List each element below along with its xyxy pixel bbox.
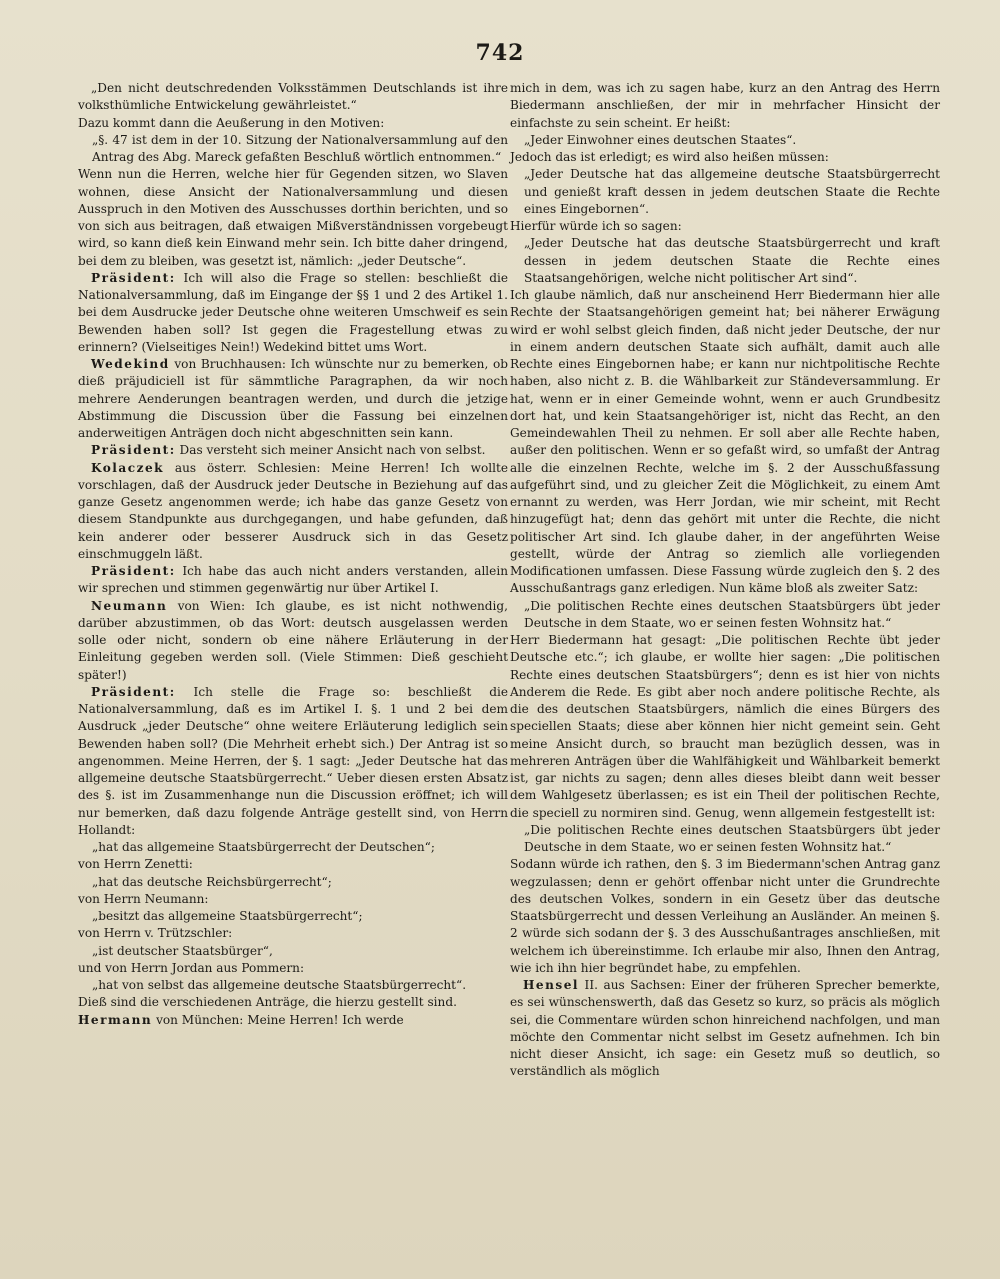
paragraph-text: „Die politischen Rechte eines deutschen Staatsbürgers übt jeder Deutsche in dem Staate, wo er seinen festen Wohnsitz hat.“	[524, 822, 940, 854]
speaker-name: Hensel	[523, 978, 580, 992]
paragraph-text: Ich stelle die Frage so: beschließt die Nationalversammlung, daß es im Artikel I. §. 1 und 2 bei dem Ausdruck „jeder Deutsche“ ohne weitere Erläuterung lediglich sein Bewenden haben soll? (Die Mehrheit erhebt sich.) Der Antrag ist so angenommen. Meine Herren, der §. 1 sagt: „Jeder Deutsche hat das allgemeine deutsche Staatsbürgerrecht.“ Ueber diesen ersten Absatz des §. ist im Zusammenhange nun die Discussion eröffnet; ich will nur bemerken, daß dazu folgende Anträge gestellt sind, von Herrn Hollandt:	[78, 684, 508, 837]
paragraph-text: Herr Biedermann hat gesagt: „Die politischen Rechte übt jeder Deutsche etc.“; ich glaube, er wollte hier sagen: „Die politischen Rechte eines deutschen Staatsbürgers“; denn es ist hier von nichts Anderem die Rede. Es gibt aber noch andere politische Rechte, als die des deutschen Staatsbürgers, nämlich die eines Bürgers des speciellen Staats; diese aber können hier nicht gemeint sein. Geht meine Ansicht durch, so braucht man bezüglich dessen, was in mehreren Anträgen über die Wahlfähigkeit und Wählbarkeit bemerkt ist, gar nichts zu sagen; denn alles dieses bleibt dann weit besser dem Wahlgesetz überlassen; es ist ein Theil der politischen Rechte, die speciell zu normiren sind. Genug, wenn allgemein festgestellt ist:	[510, 633, 940, 820]
paragraph	[78, 1012, 508, 1029]
paragraph-text: „Jeder Einwohner eines deutschen Staates“.	[524, 132, 797, 147]
speaker-name: Präsident:	[91, 684, 176, 699]
paragraph-text: und von Herrn Jordan aus Pommern:	[78, 960, 305, 975]
paragraph	[510, 822, 940, 857]
page-number: 742	[475, 40, 525, 66]
paragraph-text: Ich habe das auch nicht anders verstanden, allein wir sprechen und stimmen gegenwärtig nur über Artikel I.	[78, 564, 508, 596]
paragraph	[78, 166, 508, 270]
paragraph-text: Jedoch das ist erledigt; es wird also heißen müssen:	[510, 150, 829, 164]
speaker-name: Kolaczek	[91, 460, 165, 475]
paragraph	[510, 632, 940, 822]
paragraph	[78, 684, 508, 839]
paragraph	[78, 856, 508, 873]
paragraph-text: II. aus Sachsen: Einer der früheren Sprecher bemerkte, es sei wünschenswerth, daß das Gesetz so kurz, so präcis als möglich sei, die Commentare würden schon hinreichend nachfolgen, und man möchte den Commentar nicht selbst im Gesetz aufnehmen. Ich bin nicht dieser Ansicht, ich sage: ein Gesetz muß so deutlich, so verständlich als möglich	[510, 978, 940, 1079]
paragraph-text: von München: Meine Herren! Ich werde	[152, 1012, 404, 1027]
right-column	[510, 80, 940, 1081]
paragraph	[78, 132, 508, 167]
paragraph-text: von Herrn Zenetti:	[78, 857, 193, 872]
paragraph	[78, 563, 508, 598]
paragraph-text: Dazu kommt dann die Aeußerung in den Motiven:	[78, 115, 385, 130]
speaker-name: Hermann	[78, 1012, 153, 1027]
paragraph	[78, 994, 508, 1011]
paragraph	[78, 442, 508, 459]
paragraph	[78, 874, 508, 891]
paragraph	[78, 356, 508, 442]
paragraph-text: „§. 47 ist dem in der 10. Sitzung der Nationalversammlung auf den Antrag des Abg. Mareck gefaßten Beschluß wörtlich entnommen.“	[92, 132, 508, 164]
paragraph-text: Ich will also die Frage so stellen: beschließt die Nationalversammlung, daß im Eingange der §§ 1 und 2 des Artikel 1. bei dem Ausdrucke jeder Deutsche ohne weiteren Umschweif es sein Bewenden haben soll? Ist gegen die Fragestellung etwas zu erinnern? (Vielseitiges Nein!) Wedekind bittet ums Wort.	[78, 270, 508, 354]
paragraph	[510, 132, 940, 149]
paragraph-text: Dieß sind die verschiedenen Anträge, die hierzu gestellt sind.	[78, 995, 457, 1010]
paragraph-text: aus österr. Schlesien: Meine Herren! Ich wollte vorschlagen, daß der Ausdruck jeder Deutsche in Beziehung auf das ganze Gesetz angenommen werde; ich habe das ganze Gesetz von diesem Standpunkte aus durchgegangen, und habe gefunden, daß kein anderer oder besserer Ausdruck sich in das Gesetz einschmuggeln läßt.	[78, 460, 508, 561]
paragraph-text: „hat das deutsche Reichsbürgerrecht“;	[92, 874, 332, 889]
paragraph-text: mich in dem, was ich zu sagen habe, kurz an den Antrag des Herrn Biedermann anschließen, der mir in mehrfacher Hinsicht der einfachste zu sein scheint. Er heißt:	[510, 81, 940, 130]
paragraph	[510, 149, 940, 166]
left-column	[78, 80, 508, 1029]
paragraph	[78, 460, 508, 564]
paragraph	[510, 856, 940, 977]
paragraph	[78, 115, 508, 132]
paragraph-text: von Herrn v. Trützschler:	[78, 926, 233, 941]
paragraph	[78, 960, 508, 977]
paragraph	[78, 80, 508, 115]
paragraph	[510, 598, 940, 633]
paragraph-text: Ich glaube nämlich, daß nur anscheinend Herr Biedermann hier alle Rechte der Staatsangehörigen gemeint hat; bei näherer Erwägung wird er wohl selbst gleich finden, daß nicht jeder Deutsche, der nur in einem andern deutschen Staate sich aufhält, damit auch alle Rechte eines Eingebornen habe; er kann nur nichtpolitische Rechte haben, also nicht z. B. die Wählbarkeit zur Ständeversammlung. Er hat, wenn er in einer Gemeinde wohnt, wenn er auch Grundbesitz dort hat, und kein Staatsangehöriger ist, nicht das Recht, an den Gemeindewahlen Theil zu nehmen. Er soll aber alle Rechte haben, außer den politischen. Wenn er so gefaßt wird, so umfaßt der Antrag alle die einzelnen Rechte, welche im §. 2 der Ausschußfassung aufgeführt sind, und zu gleicher Zeit die Möglichkeit, zu einem Amt ernannt zu werden, was Herr Jordan, wie mir scheint, mit Recht hinzugefügt hat; denn das gehört mit unter die Rechte, die nicht politischer Art sind. Ich glaube daher, in der angeführten Weise gestellt, würde der Antrag so ziemlich alle vorliegenden Modificationen umfassen. Diese Fassung würde zugleich den §. 2 des Ausschußantrags ganz erledigen. Nun käme bloß als zweiter Satz:	[510, 288, 940, 596]
paragraph-text: von Wien: Ich glaube, es ist nicht nothwendig, darüber abzustimmen, ob das Wort: deutsch ausgelassen werden solle oder nicht, sondern ob eine nähere Erläuterung in der Einleitung gegeben werden soll. (Viele Stimmen: Dieß geschieht später!)	[78, 598, 508, 682]
paragraph-text: „hat das allgemeine Staatsbürgerrecht der Deutschen“;	[92, 840, 435, 854]
speaker-name: Präsident:	[91, 443, 176, 458]
paragraph-text: „besitzt das allgemeine Staatsbürgerrecht“;	[92, 909, 363, 923]
speaker-name: Präsident:	[91, 564, 176, 578]
paragraph	[78, 839, 508, 856]
paragraph-text: „Jeder Deutsche hat das allgemeine deutsche Staatsbürgerrecht und genießt kraft dessen in jedem deutschen Staate die Rechte eines Eingebornen“.	[524, 167, 940, 216]
paragraph	[78, 908, 508, 925]
paragraph	[78, 598, 508, 684]
paragraph-text: von Bruchhausen: Ich wünschte nur zu bemerken, ob dieß präjudiciell ist für sämmtliche Paragraphen, da wir noch mehrere Aenderungen beantragen werden, und durch die jetzige Abstimmung die Discussion über die Fassung bei einzelnen anderweitigen Anträgen doch nicht abgeschnitten sein kann.	[78, 357, 508, 440]
paragraph	[78, 943, 508, 960]
paragraph	[78, 891, 508, 908]
paragraph	[78, 925, 508, 942]
paragraph-text: von Herrn Neumann:	[78, 891, 209, 906]
paragraph	[510, 80, 940, 132]
paragraph-text: „Jeder Deutsche hat das deutsche Staatsbürgerrecht und kraft dessen in jedem deutschen Staate die Rechte eines Staatsangehörigen, welche nicht politischer Art sind“.	[524, 236, 940, 285]
paragraph-text: „Die politischen Rechte eines deutschen Staatsbürgers übt jeder Deutsche in dem Staate, wo er seinen festen Wohnsitz hat.“	[524, 598, 940, 630]
paragraph	[78, 270, 508, 356]
paragraph-text: Sodann würde ich rathen, den §. 3 im Biedermann'schen Antrag ganz wegzulassen; denn er gehört offenbar nicht unter die Grundrechte des deutschen Volkes, sondern in ein Gesetz über das deutsche Staatsbürgerrecht und dessen Verleihung an Ausländer. An meinen §. 2 würde sich sodann der §. 3 des Ausschußantrages anschließen, mit welchem ich übereinstimme. Ich erlaube mir also, Ihnen den Antrag, wie ich ihn hier begründet habe, zu empfehlen.	[510, 857, 940, 975]
paragraph	[510, 235, 940, 287]
paragraph	[510, 218, 940, 235]
speaker-name: Wedekind	[91, 357, 170, 371]
paragraph	[510, 287, 940, 598]
speaker-name: Neumann	[91, 598, 168, 613]
paragraph-text: Wenn nun die Herren, welche hier für Gegenden sitzen, wo Slaven wohnen, diese Ansicht der Nationalversammlung und diesen Ausspruch in den Motiven des Ausschusses dorthin berichten, und so von sich aus beitragen, daß etwaigen Mißverständnissen vorgebeugt wird, so kann dieß kein Einwand mehr sein. Ich bitte daher dringend, bei dem zu bleiben, was gesetzt ist, nämlich: „jeder Deutsche“.	[78, 167, 508, 268]
speaker-name: Präsident:	[91, 270, 176, 285]
paragraph-text: Das versteht sich meiner Ansicht nach von selbst.	[175, 443, 486, 458]
paragraph-text: „Den nicht deutschredenden Volksstämmen Deutschlands ist ihre volksthümliche Entwickelung gewährleistet.“	[78, 81, 508, 113]
paragraph	[78, 977, 508, 994]
paragraph-text: „ist deutscher Staatsbürger“,	[92, 943, 273, 958]
paragraph	[510, 977, 940, 1081]
paragraph-text: Hierfür würde ich so sagen:	[510, 219, 682, 233]
paragraph	[510, 166, 940, 218]
paragraph-text: „hat von selbst das allgemeine deutsche Staatsbürgerrecht“.	[92, 978, 467, 992]
